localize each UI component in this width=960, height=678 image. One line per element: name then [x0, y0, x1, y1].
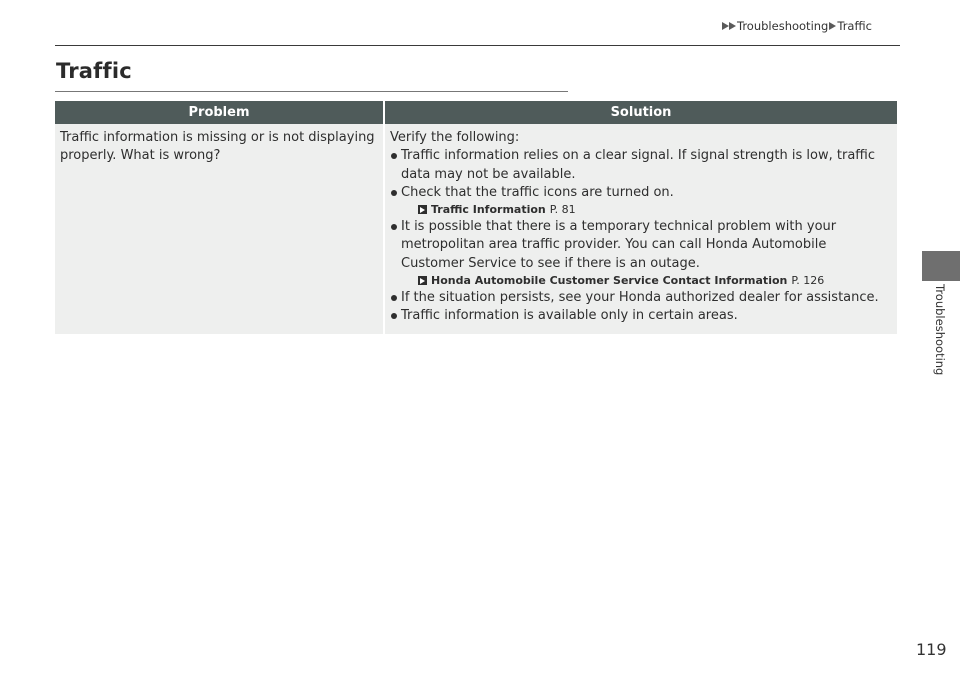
bullet-dot-icon [391, 224, 397, 230]
reference-title[interactable]: Honda Automobile Customer Service Contact Information [431, 274, 788, 288]
reference-page[interactable]: P. 81 [549, 203, 576, 217]
bullet-dot-icon [391, 295, 397, 301]
solution-bullet-text: Traffic information relies on a clear signal. If signal strength is low, traffic data may not be available. [401, 148, 875, 182]
bullet-dot-icon [391, 153, 397, 159]
table-row [55, 124, 897, 334]
cross-reference-link[interactable] [390, 273, 891, 288]
section-tab[interactable] [922, 251, 960, 281]
solution-intro: Verify the following: [390, 130, 520, 145]
solution-bullet [390, 289, 891, 307]
breadcrumb-arrow-icon [829, 22, 836, 30]
reference-title[interactable]: Traffic Information [431, 203, 546, 217]
reference-page[interactable]: P. 126 [791, 274, 825, 288]
title-divider [55, 91, 568, 92]
solution-bullet-text: Traffic information is available only in certain areas. [401, 308, 738, 324]
breadcrumb-arrow-icon [722, 22, 729, 30]
column-header-problem: Problem [55, 101, 384, 124]
problem-cell: Traffic information is missing or is not displaying properly. What is wrong? [55, 124, 384, 334]
reference-arrow-icon [418, 205, 427, 214]
solution-bullet-text: Check that the traffic icons are turned on. [401, 184, 674, 200]
table-header-row [55, 101, 897, 124]
header-divider [55, 45, 900, 46]
troubleshooting-table [55, 101, 897, 334]
solution-cell [384, 124, 897, 334]
solution-bullet-text: It is possible that there is a temporary technical problem with your metropolitan area traffic provider. You can call Honda Automobile Customer Service to see if there is an outage. [401, 219, 837, 271]
solution-bullet [390, 307, 891, 325]
breadcrumb-item-troubleshooting[interactable]: Troubleshooting [737, 19, 829, 33]
solution-bullet-text: If the situation persists, see your Honda authorized dealer for assistance. [401, 290, 879, 306]
page-title: Traffic [56, 59, 132, 83]
column-header-solution: Solution [384, 101, 897, 124]
breadcrumb [722, 19, 872, 33]
cross-reference-link[interactable] [390, 202, 891, 217]
solution-bullet [390, 218, 891, 273]
breadcrumb-arrow-icon [729, 22, 736, 30]
bullet-dot-icon [391, 190, 397, 196]
bullet-dot-icon [391, 313, 397, 319]
page-number: 119 [916, 640, 947, 659]
breadcrumb-item-traffic[interactable]: Traffic [837, 19, 872, 33]
reference-arrow-icon [418, 276, 427, 285]
solution-bullet [390, 147, 891, 184]
solution-bullet [390, 184, 891, 202]
